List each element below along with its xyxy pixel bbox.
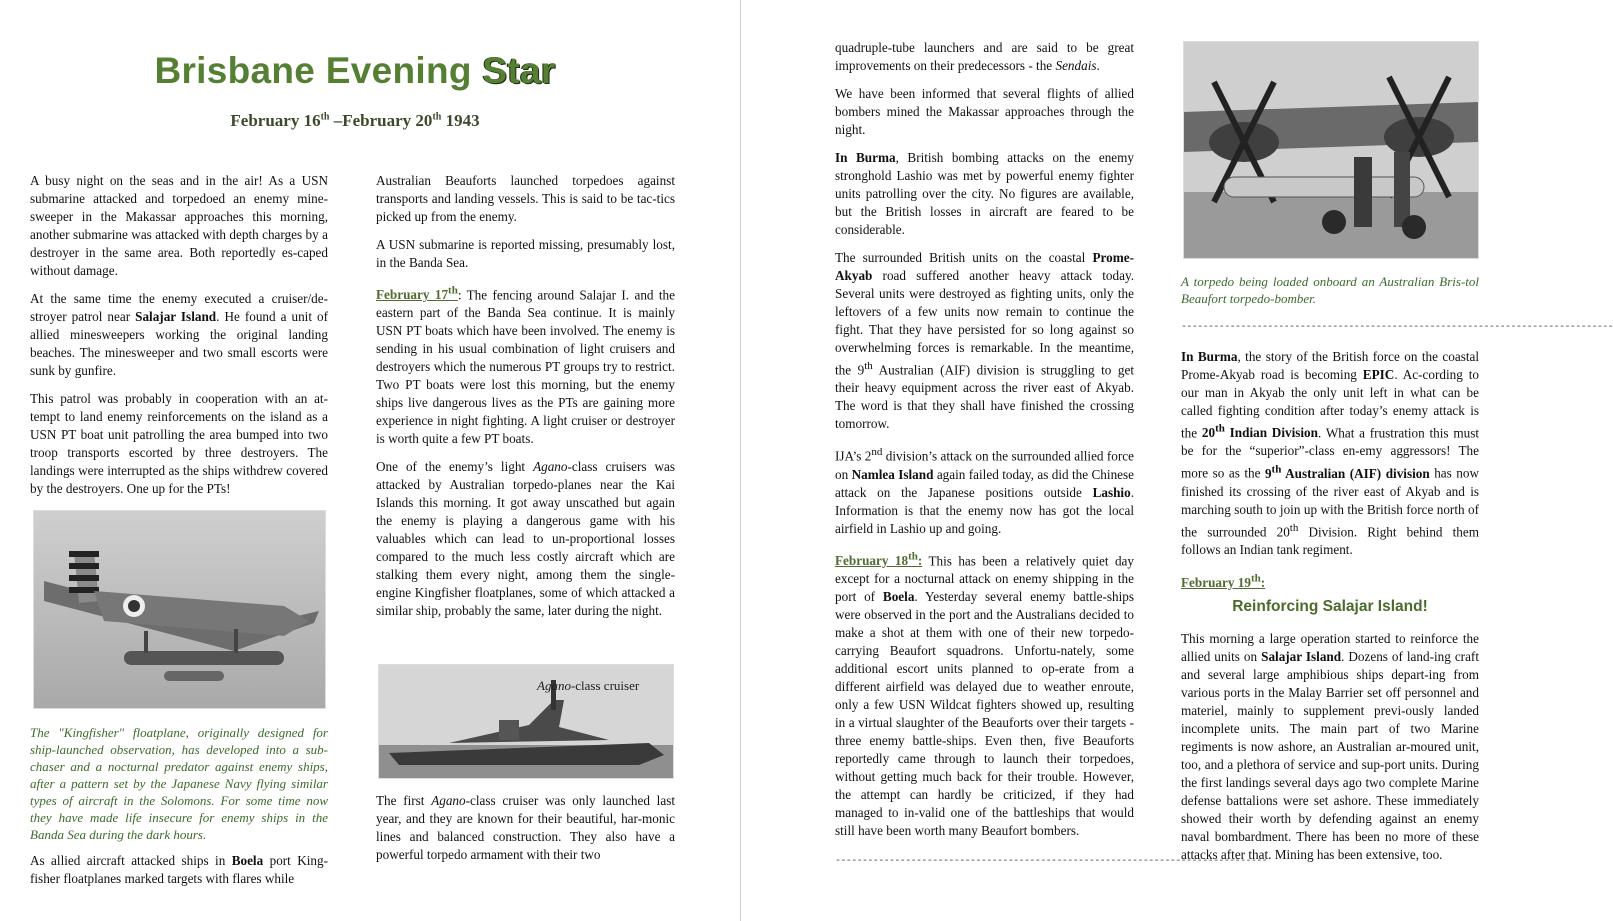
text-run: 20	[1201, 425, 1216, 441]
article-paragraph	[30, 290, 328, 380]
column-4	[1181, 348, 1479, 874]
place-name: Boela	[231, 853, 264, 868]
article-paragraph	[376, 458, 675, 620]
column-1-top	[30, 172, 328, 508]
text-run: Division. Right behind them follows an Indian tank regiment.	[1181, 524, 1479, 558]
text-run: . Yesterday several enemy battle-ships were observed in the port and the Australians decided to make a shot at them with one of their new torpedo-carrying Beaufort squadrons. Unfortu-nately, some additional escort units planned to op-erate from a different airfield was delayed due to weather enroute, only a few USN Wildcat fighters showed up, resulting in a virtual slaughter of the Beauforts over their targets - three enemy battle-ships. Even then, five Beauforts reportedly came through to launch their torpedoes, without getting much back for their trouble. However, the attempt can hardly be criticized, if they had managed to in-valid one of the battleships that would still have been worth many Beaufort bombers.	[835, 589, 1134, 839]
date-heading-sup: th	[1250, 572, 1261, 585]
article-paragraph	[1181, 348, 1479, 559]
text-run: One of the enemy’s light	[376, 459, 534, 475]
place-name: Salajar Island	[1261, 648, 1342, 664]
section-separator: --------------------------------------------------------------------------------	[835, 856, 1268, 867]
place-name: Prome-Akyab	[835, 250, 1134, 283]
text-run: 9	[1264, 465, 1272, 481]
text-run: -class cruiser was only launched last year, and they are known for their beautiful, har-monic lines and balanced construction. They also have a powerful torpedo armament with their two	[376, 793, 675, 862]
article-paragraph	[835, 443, 1134, 537]
text-run: : The fencing around Salajar I. and the eastern part of the Banda Sea continue. It is mainly USN PT boats which have been involved. The enemy is sending in his usual combination of light cruisers and destroyers which the numerous PT groups try to restrict. Two PT boats were lost this morning, but the enemy ships live dangerous lives as the PTs are gaining more experience in night fighting. A light cruiser or destroyer is worth quite a few PT boats.	[376, 287, 675, 447]
date-heading	[376, 287, 458, 302]
ship-class-name: Agano	[533, 459, 568, 475]
text-run: Australian (AIF) division is struggling to get their heavy equipment across the river east of Akyab. The word is that they shall have finished the crossing tomorrow.	[835, 362, 1134, 432]
text-run: , British bombing attacks on the enemy stronghold Lashio was met by powerful enemy fighter units patrolling over the city. No figures are available, but the British losses in aircraft are feared to be considerable.	[835, 150, 1135, 237]
text-run: -class cruisers was attacked by Australian torpedo-planes near the Kai Islands this morning. It got away unscathed but again the enemy is playing a dangerous game with his valuables which can lead to un-proportional losses compared to the much less costly aircraft which are stalking them every night, among them the single-engine Kingfisher floatplanes, some of which attacked a similar ship, probably the same, later during the night.	[376, 459, 675, 619]
beaufort-torpedo-photo	[1183, 41, 1479, 259]
ship-class-name: Agano	[431, 793, 466, 808]
article-paragraph	[835, 39, 1134, 75]
dateline-from: February 16	[230, 111, 321, 130]
article-paragraph: Australian Beauforts launched torpedoes against transports and landing vessels. This is said to be tac-tics picked up from the enemy.	[376, 173, 675, 224]
dateline-to: February 20	[342, 111, 433, 130]
column-3	[835, 39, 1134, 850]
article-paragraph: We have been informed that several flights of allied bombers mined the Makassar approaches through the night.	[835, 86, 1134, 137]
dateline-to-sup: th	[432, 111, 442, 123]
text-run: port King-fisher floatplanes marked targets with flares while	[30, 853, 329, 886]
section-separator: --------------------------------------------------------------------------------	[1181, 322, 1613, 333]
ordinal-sup: th	[1271, 463, 1282, 476]
floatplane-illustration	[34, 511, 325, 708]
dateline-from-sup: th	[320, 111, 330, 123]
cruiser-photo-label	[537, 678, 639, 694]
emphasis: EPIC	[1362, 367, 1395, 382]
date-heading	[1181, 572, 1266, 590]
text-run: Australian (AIF) division	[1281, 465, 1430, 481]
article-paragraph	[835, 149, 1134, 239]
date-heading-colon: :	[917, 553, 923, 569]
column-2-top	[376, 172, 675, 630]
place-name: Namlea Island	[851, 466, 934, 482]
agano-cruiser-photo	[378, 664, 674, 779]
unit-name	[1264, 463, 1430, 481]
text-run: This has been a relatively quiet day except for a nocturnal attack on enemy shipping in the port of	[835, 553, 1134, 605]
unit-name	[1202, 425, 1318, 440]
region-name: In Burma	[1181, 349, 1238, 364]
text-run: road suffered another heavy attack today. Several units were destroyed as fighting units, only the leftovers of a few units now remain to continue the fight. That they have persisted for so long against so overwhelming forces is remarkable. In the meantime, the 9	[835, 268, 1134, 378]
ordinal-sup: th	[1215, 423, 1225, 435]
article-paragraph	[376, 792, 675, 864]
text-run: division’s attack on the surrounded allied force on	[835, 448, 1135, 482]
text-run: At the same time the enemy executed a cruiser/de-stroyer patrol near	[30, 291, 328, 324]
column-2-bottom	[376, 792, 675, 874]
text-run: , the story of the British force on the coastal Prome-Akyab road is becoming	[1181, 349, 1480, 382]
text-run: quadruple-tube launchers and are said to be great improvements on their predecessors - the	[835, 40, 1134, 73]
article-paragraph	[376, 282, 675, 448]
region-name: In Burma	[835, 150, 896, 165]
place-name: Lashio	[1092, 484, 1131, 500]
article-paragraph	[30, 852, 328, 888]
dateline-separator: –	[329, 111, 343, 130]
date-heading-sup: th	[908, 550, 918, 563]
dateline	[60, 111, 650, 131]
text-run: . Information is that the enemy now has got the local airfield in Lashio up and going.	[835, 484, 1134, 536]
date-heading-text: February 19	[1181, 574, 1251, 590]
masthead-title	[60, 50, 650, 92]
date-heading-sup: th	[448, 285, 458, 297]
text-run: .	[1096, 58, 1100, 73]
beaufort-caption: A torpedo being loaded onboard an Australian Bris-tol Beaufort torpedo-bomber.	[1181, 274, 1479, 306]
beaufort-illustration	[1184, 42, 1478, 258]
text-run: . What a frustration this must be for the “superior”-class en-emy aggressors! The more so as the	[1181, 425, 1479, 481]
masthead-title-main: Brisbane Evening	[154, 50, 483, 91]
column-1-bottom	[30, 852, 328, 898]
page-divider	[740, 0, 741, 921]
date-heading	[835, 550, 923, 569]
article-paragraph	[1181, 630, 1479, 864]
date-heading-text: February 17	[376, 287, 449, 303]
text-run: Indian Division	[1224, 425, 1318, 441]
ship-class-name: Sendais	[1055, 58, 1097, 73]
text-run: As allied aircraft attacked ships in	[30, 853, 232, 868]
masthead-title-star: Star	[482, 50, 556, 91]
text-run: . He found a unit of allied minesweepers working the original landing beaches. The minesweeper and two small escorts were sunk by gunfire.	[30, 309, 328, 378]
text-run: . Dozens of land-ing craft and several large amphibious ships depart-ing from various ports in the Malay Barrier set off personnel and materiel, mainly to supplement previ-ously landed incomplete units. The main part of two Marine regiments is now ashore, an Australian ar-moured unit, too, and a plethora of service and sup-port units. During the first landings several days ago two complete Marine defense battalions were set ashore. These immediately showed their worth by defending against an enemy naval bombardment. There has been no more of these attacks after that. Mining has been extensive, too.	[1181, 648, 1479, 862]
text-run: -class cruiser	[570, 678, 640, 693]
article-paragraph: This patrol was probably in cooperation with an at-tempt to land enemy reinforcements on the island as a USN PT boat unit patrolling the area bumped into two troop transports escorted by three destroyers. The landings were interrupted as the ships withdrew covered by the destroyers. One up for the PTs!	[30, 391, 328, 496]
text-run: . Ac-cording to our man in Akyab the only unit left in what can be called fighting condition after today’s enemy attack is the	[1181, 367, 1479, 441]
dateline-year: 1943	[441, 111, 480, 130]
text-run: The first	[376, 793, 432, 808]
text-run: IJA’s 2	[835, 448, 872, 464]
text-run: has now finished its crossing of the river east of Akyab and is marching south to join up with the British force north of the surrounded 20	[1181, 465, 1479, 540]
date-heading-colon: :	[1260, 574, 1266, 590]
kingfisher-floatplane-photo	[33, 510, 326, 709]
ordinal-sup: th	[864, 360, 873, 372]
ordinal-sup: nd	[871, 446, 883, 459]
date-heading-paragraph	[1181, 569, 1479, 591]
article-paragraph	[835, 548, 1134, 840]
ordinal-sup: th	[1289, 521, 1299, 534]
place-name: Salajar Island	[135, 309, 217, 324]
date-heading-text: February 18	[835, 553, 909, 569]
article-paragraph: A USN submarine is reported missing, presumably lost, in the Banda Sea.	[376, 237, 675, 270]
ship-class-name: Agano	[537, 678, 571, 693]
floatplane-caption: The "Kingfisher" floatplane, originally designed for ship-launched observation, has developed into a sub-chaser and a nocturnal predator against enemy ships, after a pattern set by the Japanese Navy flying similar types of aircraft in the Solomons. For some time now they have made life insecure for enemy ships in the Banda Sea during the dark hours.	[30, 725, 328, 842]
text-run: This morning a large operation started to reinforce the allied units on	[1181, 630, 1479, 664]
article-paragraph: A busy night on the seas and in the air! As a USN submarine attacked and torpedoed an enemy mine-sweeper in the Makassar approaches this morning, another submarine was attacked with depth charges by a destroyer in the same area. Both reportedly es-caped without damage.	[30, 173, 328, 278]
section-subheading: Reinforcing Salajar Island!	[1232, 597, 1428, 615]
text-run: again failed today, as did the Chinese attack on the Japanese positions outside	[835, 466, 1134, 500]
article-paragraph	[835, 249, 1134, 433]
place-name: Boela	[882, 589, 915, 605]
text-run: The surrounded British units on the coastal	[835, 250, 1093, 265]
